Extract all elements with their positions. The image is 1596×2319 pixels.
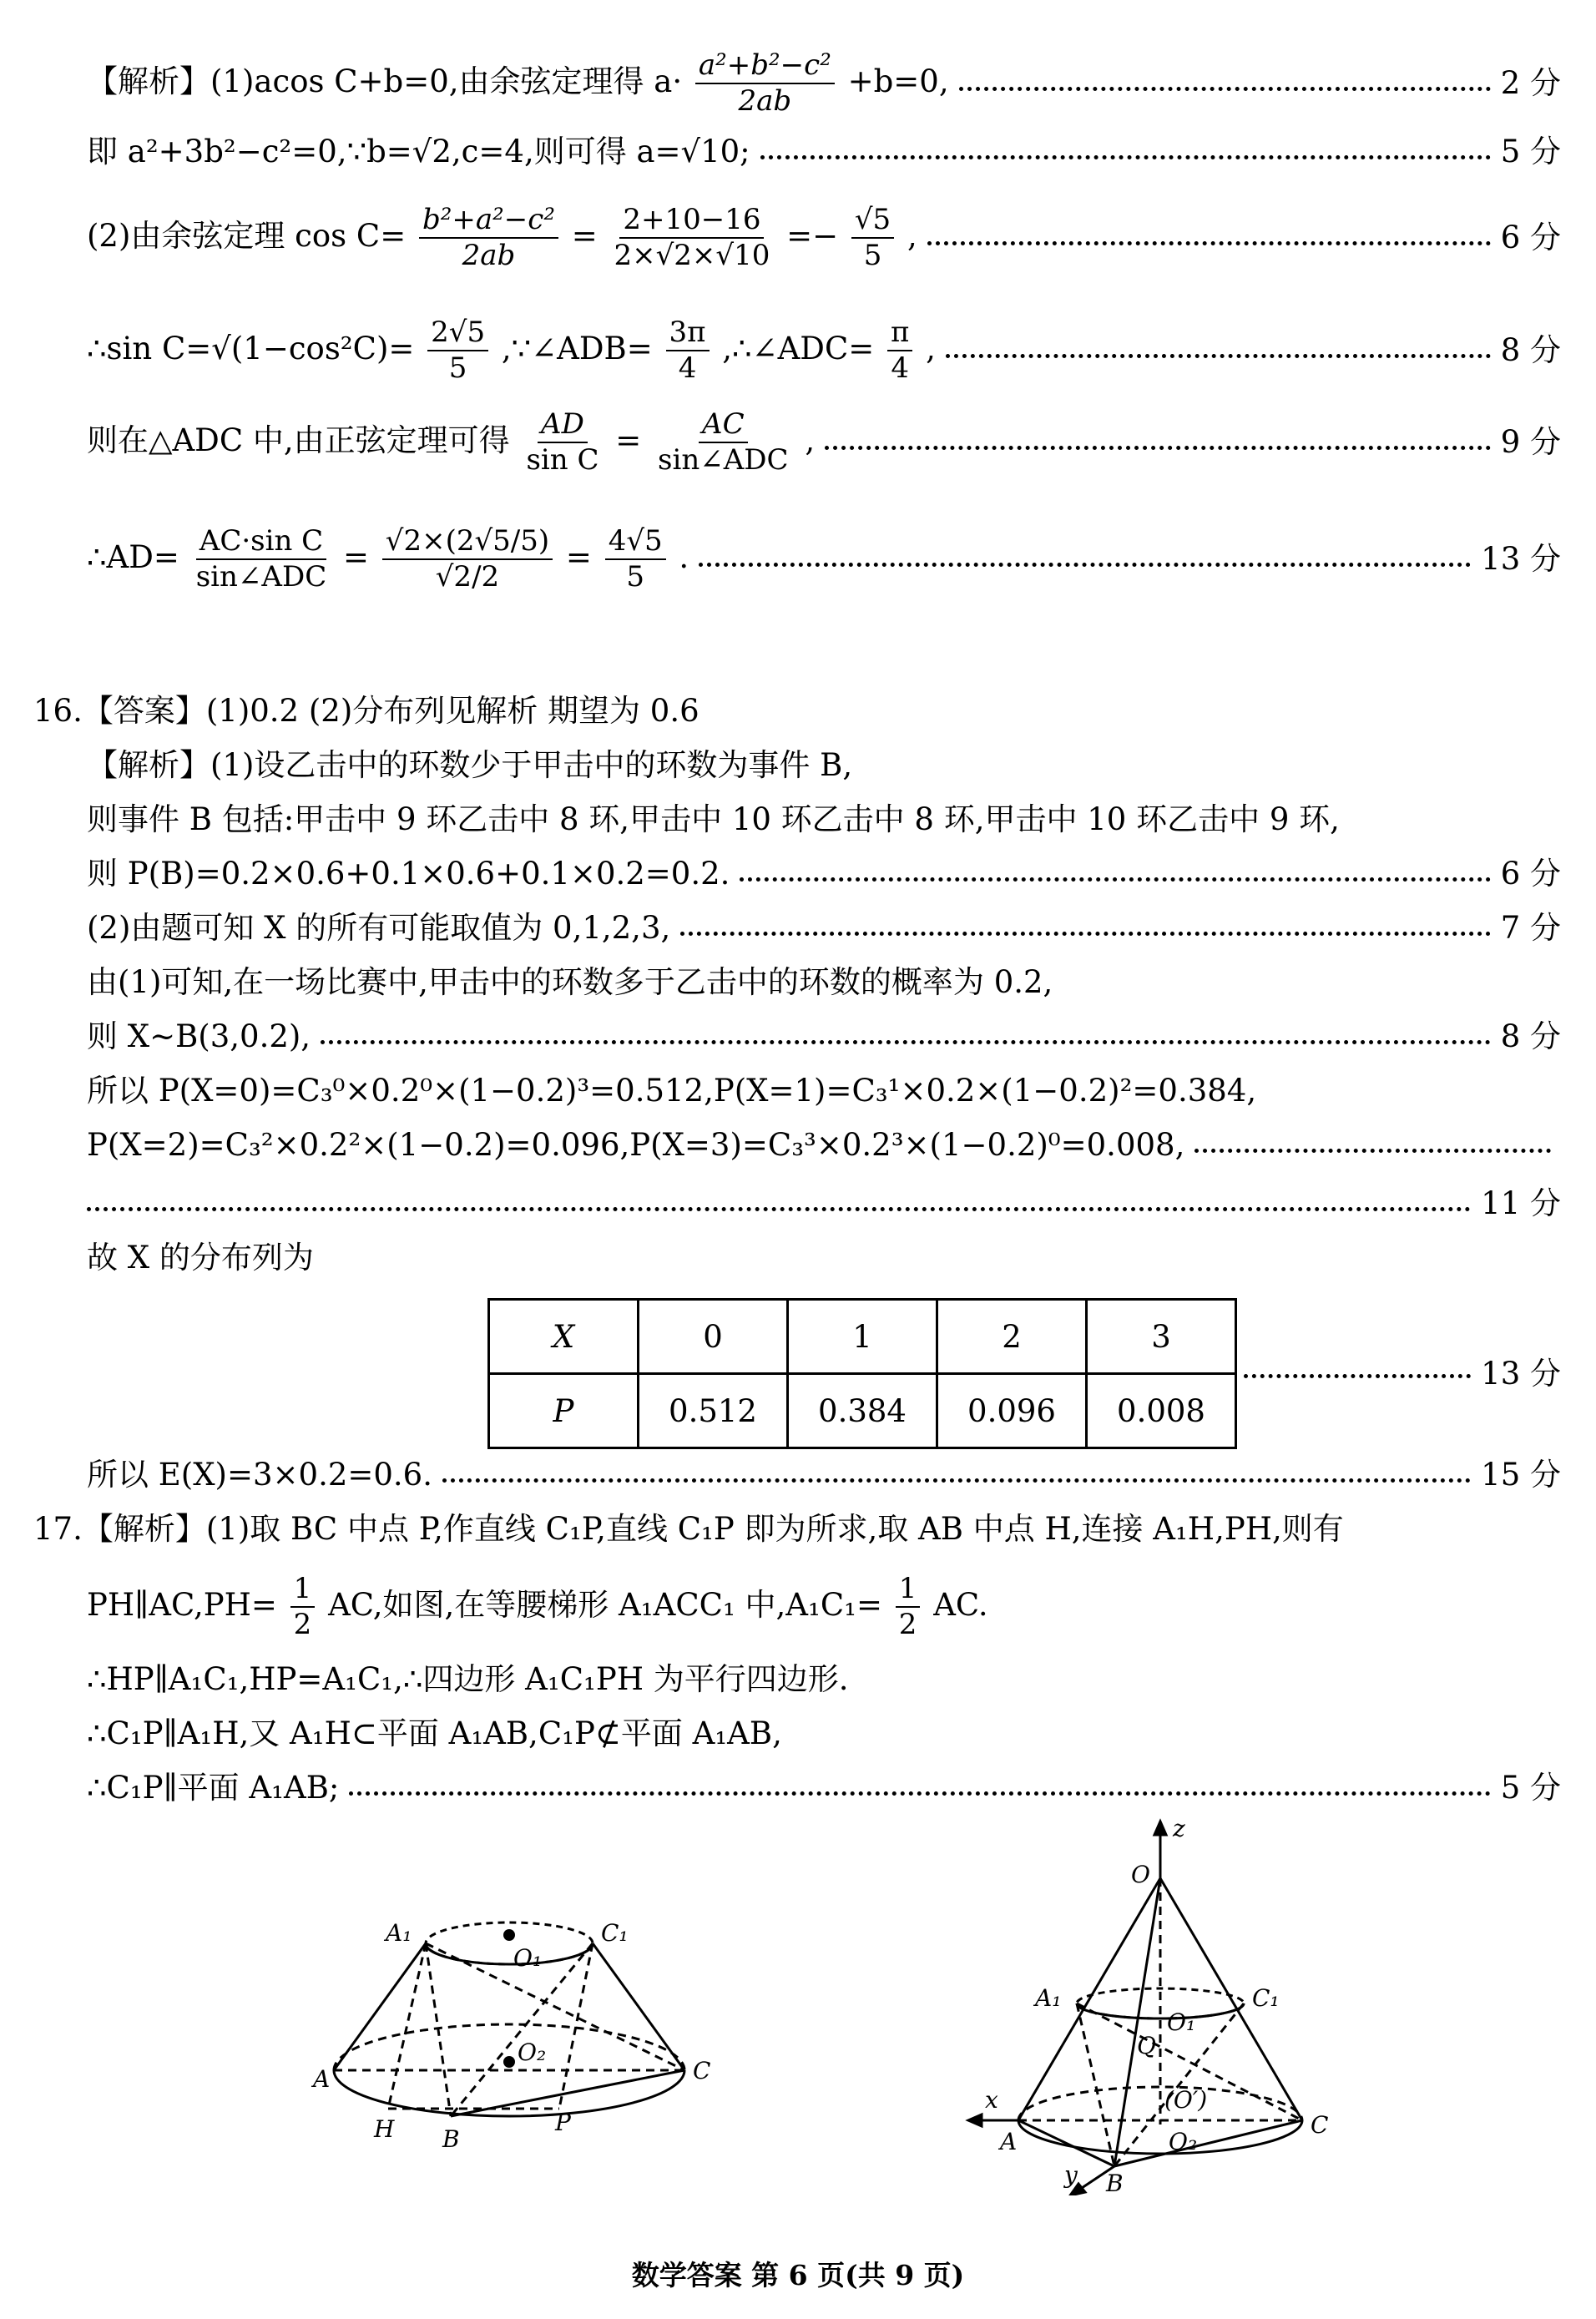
solution-15-line-6 bbox=[87, 526, 1561, 594]
text: = bbox=[343, 538, 370, 575]
score: 8 分 bbox=[1500, 1018, 1561, 1054]
frac-num: 1 bbox=[290, 1574, 316, 1608]
leader-dots bbox=[740, 877, 1490, 882]
text: = bbox=[615, 422, 642, 458]
frac-num: AC bbox=[699, 409, 748, 443]
table-cell: X bbox=[489, 1300, 639, 1374]
fraction bbox=[611, 205, 774, 272]
frac-den: 2 bbox=[293, 1608, 312, 1642]
text: 16.【答案】(1)0.2 (2)分布列见解析 期望为 0.6 bbox=[33, 693, 700, 729]
text: 即 a²+3b²−c²=0,∵b=√2,c=4,则可得 a=√10; bbox=[87, 134, 750, 169]
text: ∴sin C=√(1−cos²C)= bbox=[87, 330, 415, 366]
label: P bbox=[555, 2109, 571, 2136]
table-cell: 2 bbox=[937, 1300, 1087, 1374]
leader-dots bbox=[442, 1478, 1471, 1483]
text: AC. bbox=[933, 1586, 988, 1623]
score: 5 分 bbox=[1500, 1770, 1561, 1806]
leader-dots bbox=[760, 155, 1491, 159]
score: 7 分 bbox=[1500, 910, 1561, 946]
frac-num: √5 bbox=[851, 205, 894, 239]
frac-den: sin∠ADC bbox=[658, 443, 789, 477]
frac-den: sin C bbox=[526, 443, 599, 477]
fraction bbox=[654, 409, 792, 477]
text: AC,如图,在等腰梯形 A₁ACC₁ 中,A₁C₁= bbox=[328, 1586, 883, 1623]
table-cell: 0 bbox=[639, 1300, 788, 1374]
table-cell: 1 bbox=[788, 1300, 937, 1374]
label: A₁ bbox=[386, 1919, 412, 1947]
score: 2 分 bbox=[1500, 65, 1561, 102]
text: 所以 E(X)=3×0.2=0.6. bbox=[87, 1457, 432, 1493]
answer-16 bbox=[33, 693, 1561, 730]
fraction bbox=[666, 317, 710, 385]
label: (O′) bbox=[1164, 2086, 1208, 2114]
text: , bbox=[805, 422, 816, 458]
label: C bbox=[693, 2057, 711, 2084]
table-cell: 0.512 bbox=[639, 1374, 788, 1448]
text: P(X=2)=C₃²×0.2²×(1−0.2)=0.096,P(X=3)=C₃³×0.2³×(1−0.2)⁰=0.008, bbox=[87, 1127, 1185, 1163]
fraction bbox=[887, 317, 912, 385]
label: B bbox=[442, 2125, 460, 2153]
text: , bbox=[926, 330, 936, 366]
label: y bbox=[1064, 2161, 1078, 2189]
leader-dots bbox=[1194, 1149, 1551, 1153]
label: H bbox=[374, 2115, 395, 2143]
solution-16-line-6 bbox=[87, 1018, 1561, 1055]
label: O₂ bbox=[518, 2039, 547, 2066]
label: A bbox=[313, 2065, 331, 2093]
label: O₂ bbox=[1169, 2128, 1198, 2155]
cone-axes-figure bbox=[960, 1811, 1361, 2195]
label: Q bbox=[1137, 2032, 1156, 2059]
frac-den: √2/2 bbox=[435, 560, 500, 594]
text: ∴HP∥A₁C₁,HP=A₁C₁,∴四边形 A₁C₁PH 为平行四边形. bbox=[87, 1661, 849, 1697]
table-row bbox=[489, 1374, 1236, 1448]
solution-17-line-2 bbox=[87, 1574, 1561, 1641]
label: C₁ bbox=[601, 1919, 629, 1947]
label: O₁ bbox=[513, 1944, 543, 1972]
text: 则事件 B 包括:甲击中 9 环乙击中 8 环,甲击中 10 环乙击中 8 环,甲击中 10 环乙击中 9 环, bbox=[87, 801, 1340, 837]
table-cell: 3 bbox=[1087, 1300, 1236, 1374]
leader-dots bbox=[959, 87, 1491, 91]
label: C₁ bbox=[1252, 1984, 1280, 2012]
frac-den: 5 bbox=[626, 560, 644, 594]
text: ,∵∠ADB= bbox=[501, 330, 653, 366]
text: ∴AD= bbox=[87, 538, 179, 575]
leader-dots bbox=[680, 932, 1490, 936]
frac-den: 2 bbox=[898, 1608, 917, 1642]
frac-num: 2+10−16 bbox=[619, 205, 764, 239]
table-row bbox=[489, 1300, 1236, 1374]
text: PH∥AC,PH= bbox=[87, 1586, 277, 1623]
score: 13 分 bbox=[1481, 1356, 1561, 1392]
table-cell: 0.384 bbox=[788, 1374, 937, 1448]
solution-15-line-5 bbox=[87, 409, 1561, 477]
frac-den: 2ab bbox=[462, 239, 516, 273]
leader-dots bbox=[699, 563, 1471, 567]
fraction bbox=[290, 1574, 316, 1641]
leader-dots bbox=[927, 241, 1491, 245]
solution-17-line-3 bbox=[87, 1661, 1561, 1698]
solution-16-line-3 bbox=[87, 856, 1561, 892]
solution-16-line-5 bbox=[87, 964, 1561, 1001]
text: (2)由余弦定理 cos C= bbox=[87, 217, 407, 254]
fraction bbox=[605, 526, 666, 594]
frac-num: 3π bbox=[666, 317, 710, 351]
fraction bbox=[523, 409, 602, 477]
leader-dots bbox=[87, 1207, 1471, 1211]
text: 【解析】(1)acos C+b=0,由余弦定理得 a· bbox=[87, 63, 683, 99]
table-cell: P bbox=[489, 1374, 639, 1448]
score: 5 分 bbox=[1500, 134, 1561, 169]
distribution-table bbox=[487, 1298, 1237, 1449]
leader-dots bbox=[946, 354, 1491, 358]
fraction bbox=[419, 205, 558, 272]
solution-16-line-11 bbox=[87, 1457, 1561, 1493]
frac-den: 4 bbox=[678, 351, 697, 386]
solution-16-line-1 bbox=[87, 747, 1561, 784]
frac-den: 5 bbox=[448, 351, 467, 386]
text: 故 X 的分布列为 bbox=[87, 1240, 314, 1276]
text: 【解析】(1)设乙击中的环数少于甲击中的环数为事件 B, bbox=[87, 747, 853, 783]
table-score-line bbox=[1244, 1348, 1561, 1393]
solution-15-line-3 bbox=[87, 205, 1561, 272]
score: 8 分 bbox=[1500, 332, 1561, 369]
text: 则 X~B(3,0.2), bbox=[87, 1018, 311, 1054]
label: A bbox=[1000, 2128, 1018, 2155]
frac-den: 2ab bbox=[738, 84, 792, 119]
text: 所以 P(X=0)=C₃⁰×0.2⁰×(1−0.2)³=0.512,P(X=1)=C₃¹×0.2×(1−0.2)²=0.384, bbox=[87, 1073, 1257, 1109]
text: =− bbox=[786, 217, 839, 254]
score: 6 分 bbox=[1500, 220, 1561, 256]
label: O bbox=[1131, 1861, 1150, 1888]
frac-num: a²+b²−c² bbox=[695, 50, 835, 84]
score: 6 分 bbox=[1500, 856, 1561, 892]
frac-num: AD bbox=[538, 409, 588, 443]
text: = bbox=[571, 217, 598, 254]
frac-den: sin∠ADC bbox=[195, 560, 327, 594]
frac-num: 1 bbox=[896, 1574, 921, 1608]
label: C bbox=[1311, 2111, 1329, 2139]
fraction bbox=[427, 317, 488, 385]
text: (2)由题可知 X 的所有可能取值为 0,1,2,3, bbox=[87, 910, 671, 946]
fraction bbox=[896, 1574, 921, 1641]
leader-dots bbox=[321, 1040, 1491, 1044]
text: , bbox=[907, 217, 917, 254]
frac-den: 5 bbox=[863, 239, 882, 273]
solution-16-line-7 bbox=[87, 1073, 1561, 1109]
frustum-figure bbox=[309, 1912, 743, 2187]
solution-16-line-8 bbox=[87, 1127, 1561, 1164]
fraction bbox=[193, 526, 331, 594]
frac-num: π bbox=[887, 317, 912, 351]
frac-num: √2×(2√5/5) bbox=[382, 526, 553, 560]
leader-dots bbox=[1244, 1374, 1471, 1378]
text: 由(1)可知,在一场比赛中,甲击中的环数多于乙击中的环数的概率为 0.2, bbox=[87, 964, 1053, 1000]
fraction bbox=[695, 50, 835, 118]
label: B bbox=[1106, 2170, 1124, 2195]
table-cell: 0.008 bbox=[1087, 1374, 1236, 1448]
solution-16-line-9 bbox=[87, 1185, 1561, 1222]
text: ∴C₁P∥A₁H,又 A₁H⊂平面 A₁AB,C₁P⊄平面 A₁AB, bbox=[87, 1715, 782, 1751]
label: A₁ bbox=[1035, 1984, 1062, 2012]
label: x bbox=[985, 2086, 998, 2114]
solution-15-line-1 bbox=[33, 50, 1561, 118]
score: 13 分 bbox=[1481, 541, 1561, 578]
text: 则 P(B)=0.2×0.6+0.1×0.6+0.1×0.2=0.2. bbox=[87, 856, 730, 892]
solution-17-line-5 bbox=[87, 1770, 1561, 1806]
leader-dots bbox=[825, 446, 1491, 450]
solution-17-line-1 bbox=[33, 1511, 1561, 1548]
fraction bbox=[851, 205, 894, 272]
frac-num: 2√5 bbox=[427, 317, 488, 351]
page-footer: 数学答案 第 6 页(共 9 页) bbox=[631, 2259, 965, 2291]
text: ∴C₁P∥平面 A₁AB; bbox=[87, 1770, 340, 1806]
frac-num: 4√5 bbox=[605, 526, 666, 560]
frac-num: b²+a²−c² bbox=[419, 205, 558, 239]
frac-num: AC·sin C bbox=[196, 526, 326, 560]
solution-15-line-4 bbox=[87, 317, 1561, 385]
leader-dots bbox=[349, 1791, 1490, 1796]
fraction bbox=[382, 526, 553, 594]
table-cell: 0.096 bbox=[937, 1374, 1087, 1448]
solution-15-line-2 bbox=[87, 134, 1561, 170]
score: 11 分 bbox=[1481, 1185, 1561, 1221]
score: 15 分 bbox=[1481, 1457, 1561, 1493]
frac-den: 2×√2×√10 bbox=[614, 239, 770, 273]
text: 则在△ADC 中,由正弦定理可得 bbox=[87, 422, 510, 458]
text: 17.【解析】(1)取 BC 中点 P,作直线 C₁P,直线 C₁P 即为所求,取 AB 中点 H,连接 A₁H,PH,则有 bbox=[33, 1511, 1344, 1547]
label: z bbox=[1173, 1815, 1185, 1842]
text: . bbox=[679, 538, 689, 575]
text: ,∴∠ADC= bbox=[722, 330, 875, 366]
solution-17-line-4 bbox=[87, 1715, 1561, 1752]
label: O₁ bbox=[1167, 2008, 1196, 2036]
solution-16-line-2 bbox=[87, 801, 1561, 838]
text: = bbox=[565, 538, 592, 575]
text: +b=0, bbox=[847, 63, 949, 99]
solution-16-line-4 bbox=[87, 910, 1561, 947]
frac-den: 4 bbox=[891, 351, 910, 386]
score: 9 分 bbox=[1500, 424, 1561, 461]
solution-16-line-10 bbox=[87, 1240, 1561, 1276]
